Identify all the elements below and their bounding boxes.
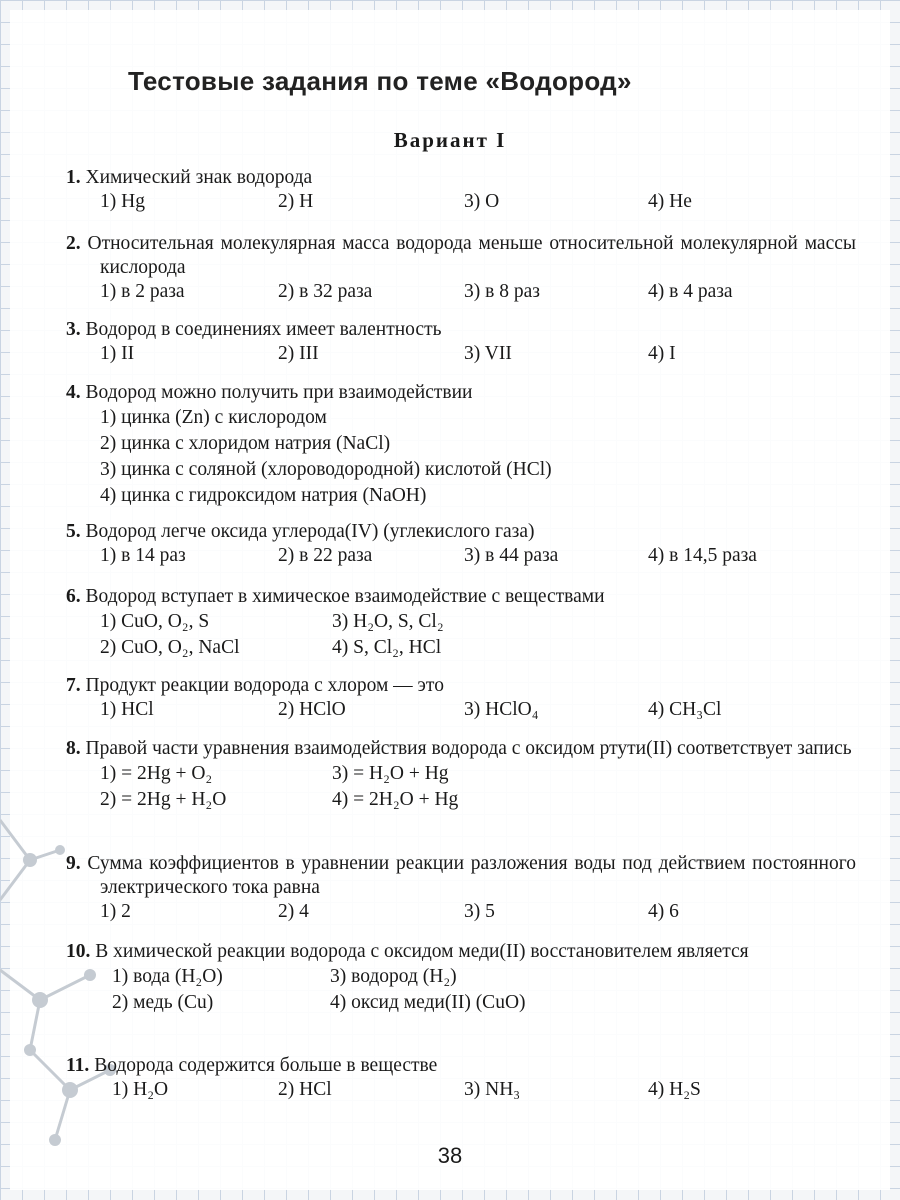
- answer-option[interactable]: 1) = 2Hg + O₂: [100, 763, 213, 784]
- answer-option[interactable]: 1) HCl: [100, 699, 154, 720]
- question-10: [66, 940, 856, 1016]
- question-3: [66, 318, 856, 366]
- answer-option[interactable]: 3) в 8 раз: [464, 281, 540, 302]
- answer-option[interactable]: 2) = 2Hg + H₂O: [100, 789, 227, 810]
- question-9: [66, 852, 856, 924]
- answer-option[interactable]: 2) в 22 раза: [278, 545, 373, 566]
- answer-option[interactable]: 1) в 2 раза: [100, 281, 185, 302]
- question-1: [66, 166, 856, 214]
- answer-option[interactable]: 4) H₂S: [648, 1079, 701, 1100]
- question-4: [66, 381, 856, 509]
- answer-option[interactable]: 3) цинка с соляной (хлороводородной) кислотой (HCl): [100, 459, 552, 480]
- answer-option[interactable]: 1) 2: [100, 901, 131, 922]
- answer-option[interactable]: 3) 5: [464, 901, 495, 922]
- question-number: 9.: [66, 853, 81, 874]
- answer-option[interactable]: 4) 6: [648, 901, 679, 922]
- answer-option[interactable]: 4) He: [648, 191, 692, 212]
- answer-option[interactable]: 3) = H₂O + Hg: [332, 763, 449, 784]
- answer-option[interactable]: 4) оксид меди(II) (CuO): [330, 992, 526, 1013]
- question-number: 10.: [66, 941, 91, 962]
- answer-option[interactable]: 2) 4: [278, 901, 309, 922]
- answer-option[interactable]: 2) цинка с хлоридом натрия (NaCl): [100, 433, 391, 454]
- answer-option[interactable]: 2) HClO: [278, 699, 346, 720]
- page-number: 38: [437, 1143, 463, 1168]
- answer-option[interactable]: 1) II: [100, 343, 135, 364]
- answer-option[interactable]: 2) CuO, O₂, NaCl: [100, 637, 240, 658]
- answer-option[interactable]: 1) цинка (Zn) с кислородом: [100, 407, 327, 428]
- question-stem: Водорода содержится больше в веществе: [94, 1055, 438, 1076]
- question-stem: Продукт реакции водорода с хлором — это: [85, 675, 444, 696]
- answer-option[interactable]: 3) водород (H₂): [330, 966, 457, 987]
- question-stem: Сумма коэффициентов в уравнении реакции разложения воды под действием постоянного электрического тока равна: [87, 853, 856, 898]
- answer-option[interactable]: 4) S, Cl₂, HCl: [332, 637, 442, 658]
- answer-option[interactable]: 3) VII: [464, 343, 512, 364]
- question-number: 8.: [66, 738, 81, 759]
- page-title: Тестовые задания по теме «Водород»: [128, 66, 632, 96]
- question-number: 7.: [66, 675, 81, 696]
- question-stem: В химической реакции водорода с оксидом меди(II) восстановителем является: [95, 941, 749, 962]
- question-number: 1.: [66, 167, 81, 188]
- answer-option[interactable]: 2) H: [278, 191, 314, 212]
- question-number: 6.: [66, 586, 81, 607]
- question-stem: Химический знак водорода: [85, 167, 313, 188]
- question-7: [66, 674, 856, 722]
- question-number: 3.: [66, 319, 81, 340]
- question-2: [66, 232, 856, 304]
- answer-option[interactable]: 3) O: [464, 191, 500, 212]
- question-stem: Водород вступает в химическое взаимодействие с веществами: [85, 586, 605, 607]
- answer-option[interactable]: 2) HCl: [278, 1079, 332, 1100]
- question-stem: Водород можно получить при взаимодействии: [85, 382, 473, 403]
- answer-option[interactable]: 3) в 44 раза: [464, 545, 559, 566]
- question-stem: Относительная молекулярная масса водорода меньше относительной молекулярной массы кислорода: [87, 233, 857, 278]
- question-stem: Правой части уравнения взаимодействия водорода с оксидом ртути(II) соответствует запись: [85, 738, 852, 759]
- question-number: 5.: [66, 521, 81, 542]
- answer-option[interactable]: 4) I: [648, 343, 676, 364]
- answer-option[interactable]: 1) H₂O: [112, 1079, 169, 1100]
- answer-option[interactable]: 1) CuO, O₂, S: [100, 611, 210, 632]
- answer-option[interactable]: 3) NH₃: [464, 1079, 521, 1100]
- question-stem: Водород легче оксида углерода(IV) (углекислого газа): [85, 521, 535, 542]
- question-8: [66, 737, 856, 813]
- answer-option[interactable]: 4) в 14,5 раза: [648, 545, 757, 566]
- question-5: [66, 520, 856, 568]
- answer-option[interactable]: 3) HClO₄: [464, 699, 539, 720]
- answer-option[interactable]: 1) вода (H₂O): [112, 966, 223, 987]
- answer-option[interactable]: 1) Hg: [100, 191, 145, 212]
- answer-option[interactable]: 4) цинка с гидроксидом натрия (NaOH): [100, 485, 427, 506]
- answer-option[interactable]: 4) = 2H₂O + Hg: [332, 789, 459, 810]
- answer-option[interactable]: 2) медь (Cu): [112, 992, 214, 1013]
- question-11: [66, 1054, 856, 1102]
- question-number: 2.: [66, 233, 81, 254]
- question-number: 11.: [66, 1055, 90, 1076]
- question-6: [66, 585, 856, 661]
- question-number: 4.: [66, 382, 81, 403]
- answer-option[interactable]: 4) CH₃Cl: [648, 699, 722, 720]
- answer-option[interactable]: 1) в 14 раз: [100, 545, 186, 566]
- answer-option[interactable]: 2) III: [278, 343, 319, 364]
- question-stem: Водород в соединениях имеет валентность: [85, 319, 442, 340]
- answer-option[interactable]: 2) в 32 раза: [278, 281, 373, 302]
- variant-heading: Вариант I: [393, 128, 507, 152]
- answer-option[interactable]: 4) в 4 раза: [648, 281, 733, 302]
- answer-option[interactable]: 3) H₂O, S, Cl₂: [332, 611, 444, 632]
